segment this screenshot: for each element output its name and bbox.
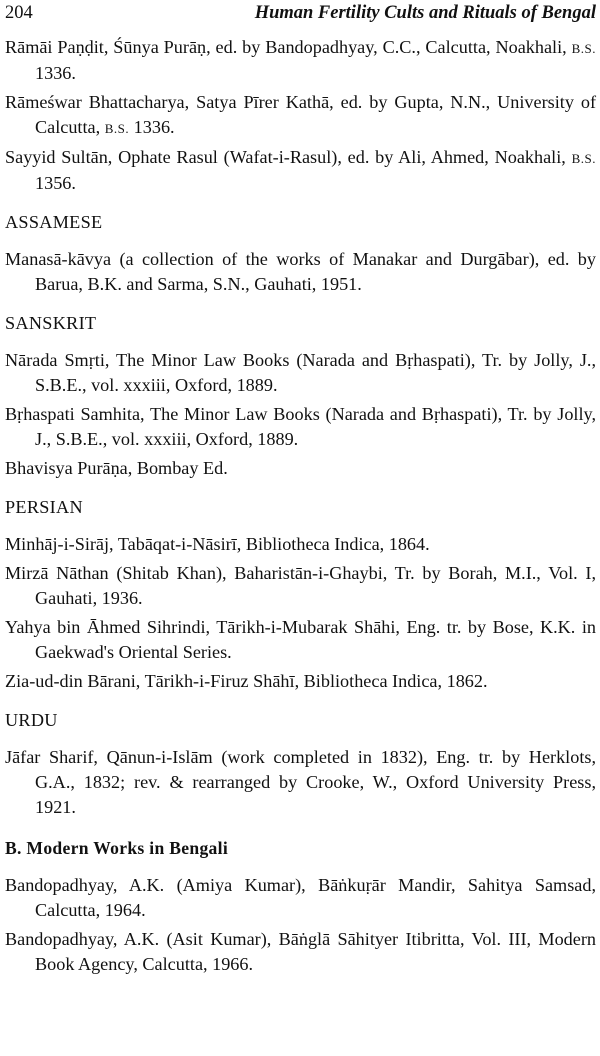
page-number: 204 [5, 3, 33, 23]
bibliography-entry: Bandopadhyay, A.K. (Asit Kumar), Bāṅglā Sāhityer Itibritta, Vol. III, Modern Book Agency, Calcutta, 1966. [5, 929, 596, 974]
section-heading-persian: PERSIAN [5, 497, 83, 517]
section-heading-assamese: ASSAMESE [5, 212, 103, 232]
bibliography-entry: Bṛhaspati Samhita, The Minor Law Books (Narada and Bṛhaspati), Tr. by Jolly, J., S.B.E., vol. xxxiii, Oxford, 1889. [5, 404, 596, 449]
bibliography-entry: Yahya bin Āhmed Sihrindi, Tārikh-i-Mubarak Shāhi, Eng. tr. by Bose, K.K. in Gaekwad's Oriental Series. [5, 617, 596, 662]
bibliography-entry: Sayyid Sultān, Ophate Rasul (Wafat-i-Rasul), ed. by Ali, Ahmed, Noakhali, B.S. 1356. [5, 147, 596, 193]
bibliography-entry: Rāmeśwar Bhattacharya, Satya Pīrer Kathā, ed. by Gupta, N.N., University of Calcutta, B.S. 1336. [5, 92, 596, 137]
page-header [5, 0, 596, 29]
section-heading-sanskrit: SANSKRIT [5, 313, 97, 333]
bibliography-entry: Bandopadhyay, A.K. (Amiya Kumar), Bāṅkuṛār Mandir, Sahitya Samsad, Calcutta, 1964. [5, 875, 596, 920]
section-heading-modern-works: B. Modern Works in Bengali [5, 838, 229, 858]
bibliography-entry: Manasā-kāvya (a collection of the works of Manakar and Durgābar), ed. by Barua, B.K. and Sarma, S.N., Gauhati, 1951. [5, 249, 596, 294]
bibliography-entry: Nārada Smṛti, The Minor Law Books (Narada and Bṛhaspati), Tr. by Jolly, J., S.B.E., vol. xxxiii, Oxford, 1889. [5, 350, 596, 395]
section-heading-urdu: URDU [5, 710, 58, 730]
running-head: Human Fertility Cults and Rituals of Bengal [254, 3, 596, 23]
bibliography-entry: Minhāj-i-Sirāj, Tabāqat-i-Nāsirī, Bibliotheca Indica, 1864. [5, 534, 430, 554]
bibliography-entry: Mirzā Nāthan (Shitab Khan), Baharistān-i-Ghaybi, Tr. by Borah, M.I., Vol. I, Gauhati, 1936. [5, 563, 596, 608]
bibliography-entry: Rāmāi Paṇḍit, Śūnya Purāṇ, ed. by Bandopadhyay, C.C., Calcutta, Noakhali, B.S. 1336. [5, 37, 596, 83]
bibliography-entry: Bhavisya Purāṇa, Bombay Ed. [5, 458, 228, 478]
bibliography-entry: Jāfar Sharif, Qānun-i-Islām (work completed in 1832), Eng. tr. by Herklots, G.A., 1832; rev. & rearranged by Crooke, W., Oxford University Press, 1921. [5, 747, 596, 817]
bibliography-body [5, 35, 596, 977]
bibliography-entry: Zia-ud-din Bārani, Tārikh-i-Firuz Shāhī, Bibliotheca Indica, 1862. [5, 671, 488, 691]
